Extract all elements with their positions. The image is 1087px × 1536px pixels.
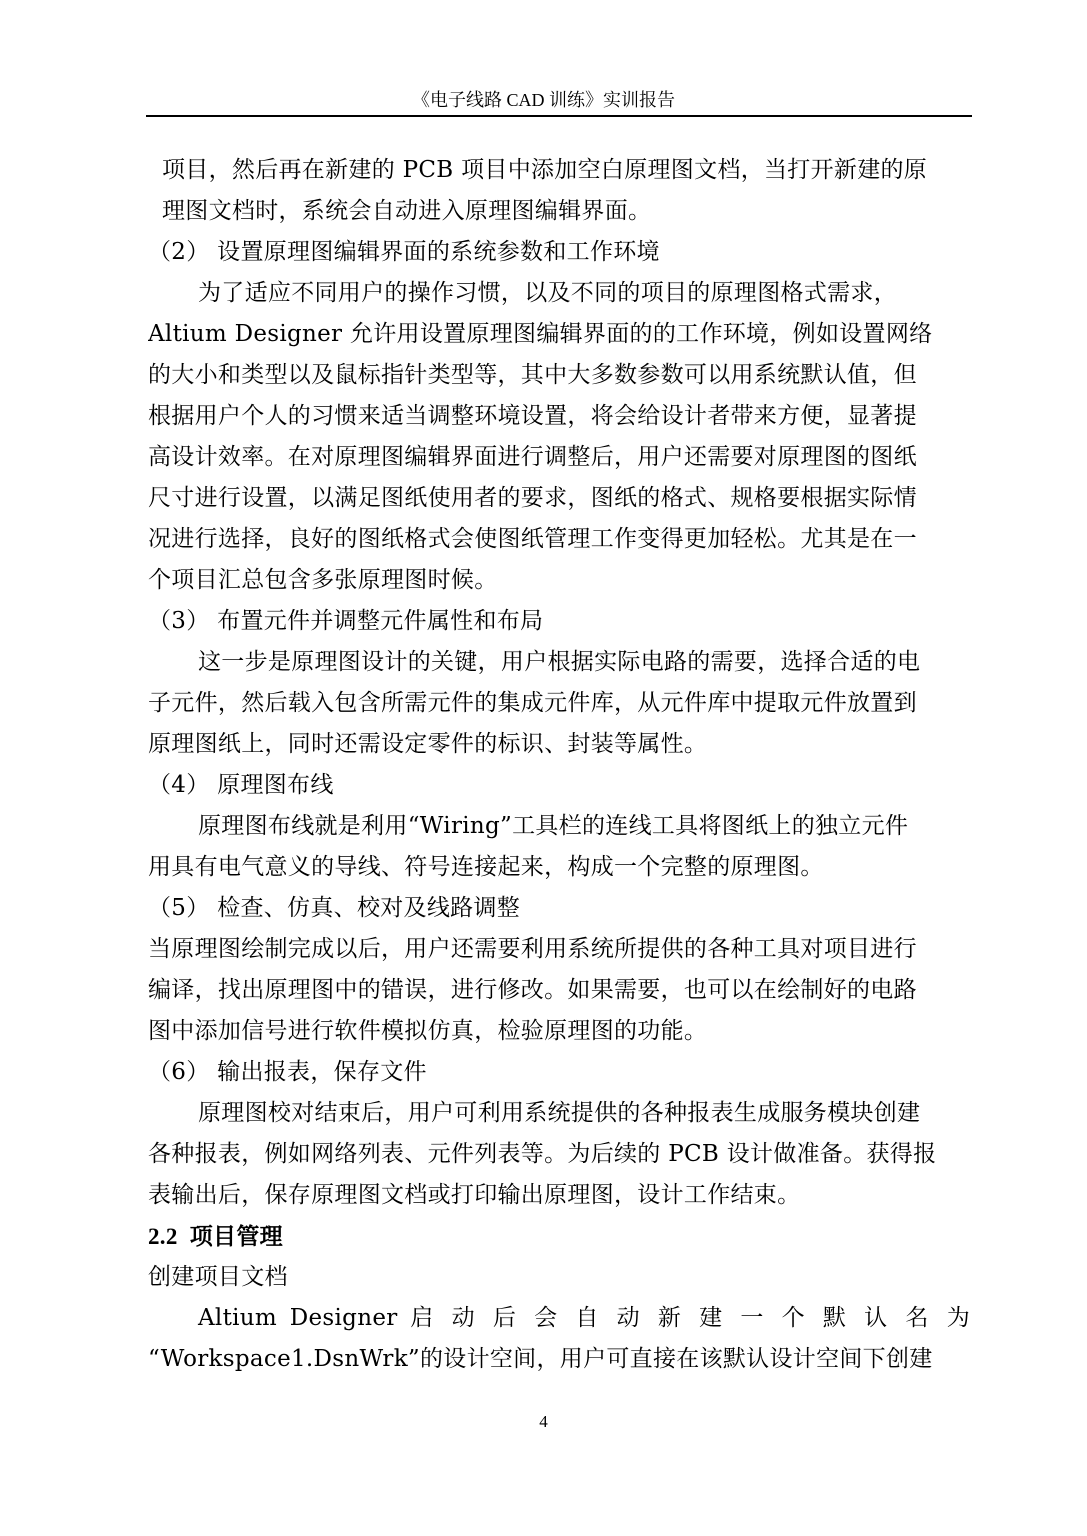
paragraph-line: 理图文档时，系统会自动进入原理图编辑界面。 <box>162 198 652 224</box>
paragraph-line: Altium Designer 允许用设置原理图编辑界面的的工作环境，例如设置网络 <box>148 321 933 347</box>
paragraph-line: 的大小和类型以及鼠标指针类型等，其中大多数参数可以用系统默认值，但 <box>148 362 917 388</box>
paragraph-line: 项目，然后再在新建的 PCB 项目中添加空白原理图文档，当打开新建的原 <box>162 157 928 183</box>
paragraph-line: 个项目汇总包含多张原理图时候。 <box>148 567 498 593</box>
paragraph-line: 表输出后，保存原理图文档或打印输出原理图，设计工作结束。 <box>148 1182 801 1208</box>
step-heading-6: （6） 输出报表，保存文件 <box>148 1059 427 1085</box>
paragraph-line: 编译，找出原理图中的错误，进行修改。如果需要，也可以在绘制好的电路 <box>148 977 917 1003</box>
paragraph-line: 尺寸进行设置，以满足图纸使用者的要求，图纸的格式、规格要根据实际情 <box>148 485 917 511</box>
paragraph-line: 原理图布线就是利用“Wiring”工具栏的连线工具将图纸上的独立元件 <box>198 813 909 839</box>
step-heading-5: （5） 检查、仿真、校对及线路调整 <box>148 895 521 921</box>
paragraph-line: 高设计效率。在对原理图编辑界面进行调整后，用户还需要对原理图的图纸 <box>148 444 917 470</box>
paragraph-line: 各种报表，例如网络列表、元件列表等。为后续的 PCB 设计做准备。获得报 <box>148 1141 937 1167</box>
paragraph-line: 这一步是原理图设计的关键，用户根据实际电路的需要，选择合适的电 <box>198 649 921 675</box>
paragraph-line: 为了适应不同用户的操作习惯，以及不同的项目的原理图格式需求， <box>198 280 897 306</box>
paragraph-line: 当原理图绘制完成以后，用户还需要利用系统所提供的各种工具对项目进行 <box>148 936 917 962</box>
section-heading: 2.2 项目管理 <box>148 1224 283 1249</box>
paragraph-line: Altium Designer 启 动 后 会 自 动 新 建 一 个 默 认 名 为 <box>198 1305 970 1331</box>
paragraph-line: 原理图纸上，同时还需设定零件的标识、封装等属性。 <box>148 731 708 757</box>
paragraph-line: 原理图校对结束后，用户可利用系统提供的各种报表生成服务模块创建 <box>198 1100 921 1126</box>
paragraph-line: 图中添加信号进行软件模拟仿真，检验原理图的功能。 <box>148 1018 708 1044</box>
paragraph-line: 用具有电气意义的导线、符号连接起来，构成一个完整的原理图。 <box>148 854 824 880</box>
paragraph-line: “Workspace1.DsnWrk”的设计空间，用户可直接在该默认设计空间下创建 <box>148 1346 933 1372</box>
paragraph-line: 子元件，然后载入包含所需元件的集成元件库，从元件库中提取元件放置到 <box>148 690 917 716</box>
page-header: 《电子线路 CAD 训练》实训报告 <box>411 90 675 110</box>
step-heading-4: （4） 原理图布线 <box>148 772 334 798</box>
page-number: 4 <box>539 1412 548 1431</box>
step-heading-3: （3） 布置元件并调整元件属性和布局 <box>148 608 544 634</box>
step-heading-2: （2） 设置原理图编辑界面的系统参数和工作环境 <box>148 239 660 265</box>
paragraph-line: 况进行选择，良好的图纸格式会使图纸管理工作变得更加轻松。尤其是在一 <box>148 526 917 552</box>
header-divider <box>146 115 972 117</box>
paragraph-line: 根据用户个人的习惯来适当调整环境设置，将会给设计者带来方便，显著提 <box>148 403 917 429</box>
subsection-title: 创建项目文档 <box>148 1264 288 1290</box>
report-body <box>148 150 970 1380</box>
